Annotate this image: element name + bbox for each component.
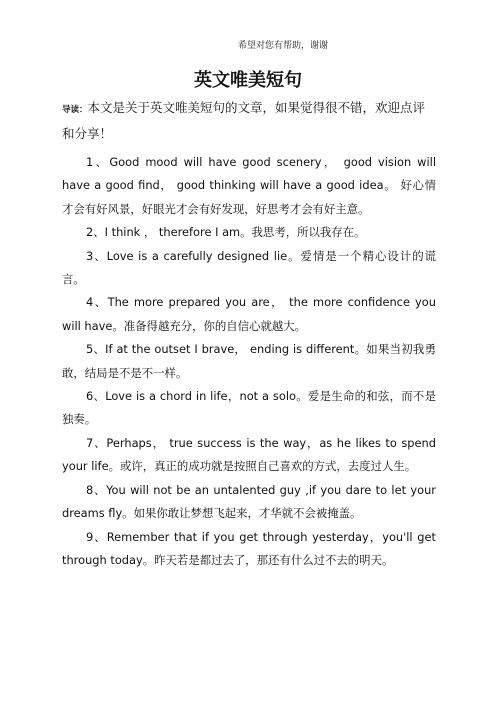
list-item: 2、I think ， therefore I am。我思考，所以我存在。 (86, 225, 366, 240)
intro-lead-label: 导读： (62, 105, 88, 115)
intro-paragraph (62, 96, 436, 145)
list-item: 3、Love is a carefully designed lie。爱情是一个精心设计的谎言。 (62, 248, 436, 287)
page-title: 英文唯美短句 (194, 70, 302, 91)
list-item: 7、Perhaps， true success is the way，as he likes to spend your life。或许，真正的成功就是按照自己喜欢的方式，去度过人生。 (62, 435, 436, 474)
header-note: 希望对您有帮助，谢谢 (237, 41, 328, 51)
intro-text: 本文是关于英文唯美短句的文章，如果觉得很不错，欢迎点评和分享！ (62, 100, 426, 141)
list-item: 8、You will not be an untalented guy ,if you dare to let your dreams fly。如果你敢让梦想飞起来，才华就不会被掩盖。 (62, 482, 436, 521)
list-item: 1、Good mood will have good scenery， good vision will have a good find， good thinking will have a good idea。 好心情才会有好风景，好眼光才会有好发现，好思考才会有好主意。 (62, 155, 436, 216)
list-item: 6、Love is a chord in life，not a solo。爱是生命的和弦，而不是独奏。 (62, 389, 436, 427)
quote-list (62, 151, 436, 572)
list-item: 9、Remember that if you get through yesterday，you'll get through today。昨天若是都过去了，那还有什么过不去的明天。 (62, 529, 436, 567)
list-item: 4、The more prepared you are， the more confidence you will have。准备得越充分，你的自信心就越大。 (62, 295, 436, 333)
list-item: 5、If at the outset I brave， ending is different。如果当初我勇敢，结局是不是不一样。 (62, 342, 436, 380)
